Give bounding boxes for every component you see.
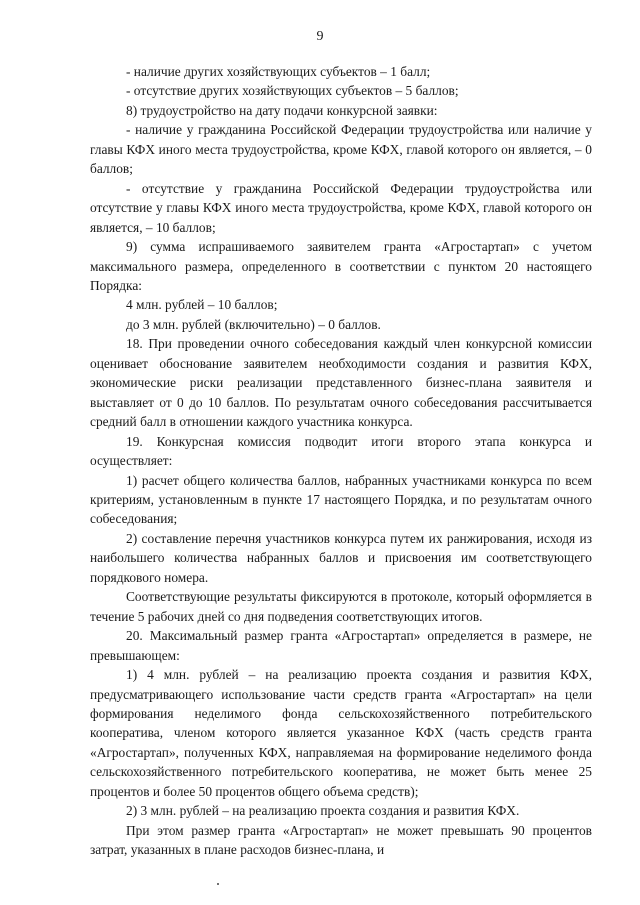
paragraph: - наличие других хозяйствующих субъектов – 1 балл; <box>126 64 431 79</box>
paragraph: - отсутствие других хозяйствующих субъектов – 5 баллов; <box>126 83 459 99</box>
paragraph: 18. При проведении очного собеседования каждый член конкурсной комиссии оценивает обоснование заявителем необходимости создания и развития КФХ, экономические риски реализации представленного бизнес-плана заявителя и выставляет от 0 до 10 баллов. По результатам очного собеседования рассчитывается средний балл в отношении каждого участника конкурса. <box>90 336 592 430</box>
scan-speck <box>217 883 219 885</box>
paragraph: 9) сумма испрашиваемого заявителем гранта «Агростартап» с учетом максимального размера, определенного в соответствии с пунктом 20 настоящего Порядка: <box>90 239 592 293</box>
document-body <box>90 62 592 860</box>
paragraph: 19. Конкурсная комиссия подводит итоги второго этапа конкурса и осуществляет: <box>90 433 592 469</box>
paragraph: Соответствующие результаты фиксируются в протоколе, который оформляется в течение 5 рабочих дней со дня подведения соответствующих итогов. <box>90 589 592 624</box>
paragraph: 1) расчет общего количества баллов, набранных участниками конкурса по всем критериям, установленным в пункте 17 настоящего Порядка, и по результатам очного собеседования; <box>90 472 592 527</box>
paragraph: 8) трудоустройство на дату подачи конкурсной заявки: <box>126 102 438 118</box>
paragraph: При этом размер гранта «Агростартап» не может превышать 90 процентов затрат, указанных в плане расходов бизнес-плана, и <box>90 822 592 858</box>
paragraph: 20. Максимальный размер гранта «Агростартап» определяется в размере, не превышающем: <box>90 628 592 663</box>
paragraph: до 3 млн. рублей (включительно) – 0 баллов. <box>126 316 381 332</box>
paragraph: 2) 3 млн. рублей – на реализацию проекта создания и развития КФХ. <box>126 803 520 819</box>
paragraph: 1) 4 млн. рублей – на реализацию проекта создания и развития КФХ, предусматривающего использование части средств гранта «Агростартап» на цели формирования неделимого фонда сельскохозяйственного потребительского кооператива, членом которого является указанное КФХ (часть средств гранта «Агростартап», полученных КФХ, направляемая на формирование неделимого фонда сельскохозяйственного потребительского кооператива, не может быть менее 25 процентов и более 50 процентов общего объема средств); <box>90 667 592 799</box>
paragraph: - отсутствие у гражданина Российской Федерации трудоустройства или отсутствие у главы КФХ иного места трудоустройства, кроме КФХ, главой которого он является, – 10 баллов; <box>90 180 592 235</box>
paragraph: 2) составление перечня участников конкурса путем их ранжирования, исходя из наибольшего количества набранных баллов и присвоения им соответствующего порядкового номера. <box>90 530 592 585</box>
page-number: 9 <box>316 29 324 44</box>
paragraph: - наличие у гражданина Российской Федерации трудоустройства или наличие у главы КФХ иного места трудоустройства, кроме КФХ, главой которого он является, – 0 баллов; <box>90 122 592 177</box>
paragraph: 4 млн. рублей – 10 баллов; <box>126 297 278 313</box>
